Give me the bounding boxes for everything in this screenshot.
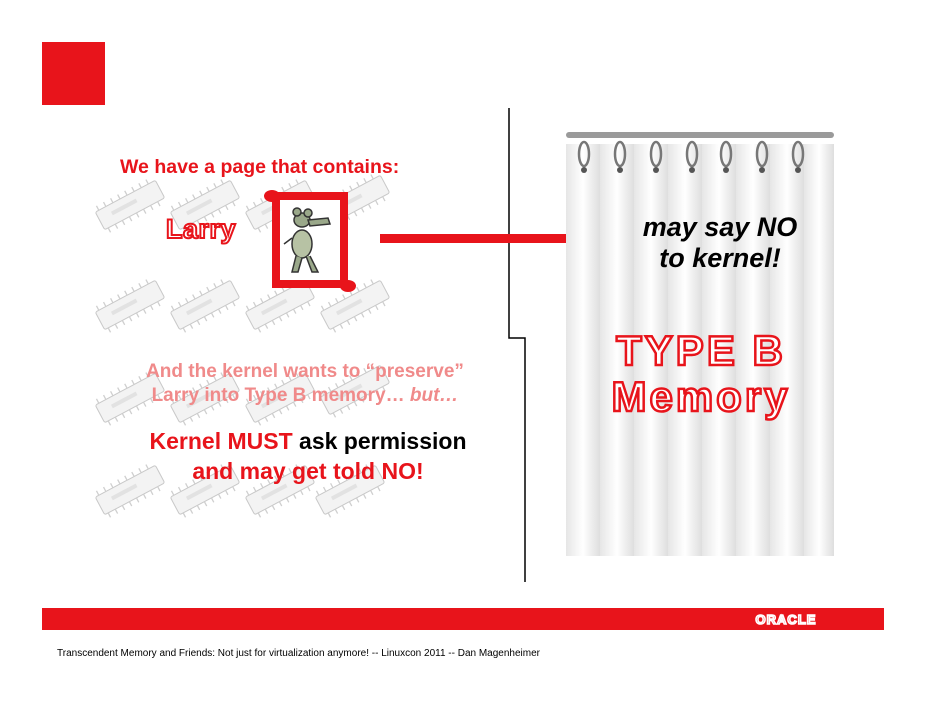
ask-permission-text: ask permission [292,428,467,454]
larry-scroll-icon [262,186,358,296]
preserve-line-2-emphasis: but… [409,385,459,406]
oracle-logo [742,612,830,626]
preserve-line-2-main: Larry into Type B memory… [151,385,410,406]
curtain-line-2: to kernel! [659,243,781,273]
preserve-line-2 [100,384,510,408]
type-b-line-2: Memory [611,373,791,420]
curtain-message [600,212,840,274]
footer-caption: Transcendent Memory and Friends: Not just for virtualization anymore! -- Linuxcon 2011 -- Dan Magenheimer [57,648,540,659]
page-heading: We have a page that contains: [120,156,400,178]
kernel-must-text: Kernel MUST [149,428,293,454]
larry-label: Larry [166,214,237,244]
permission-line-2: and may get told NO! [192,458,424,484]
preserve-line-1: And the kernel wants to “preserve” [146,361,464,382]
curtain-line-1: may say NO [642,212,798,242]
type-b-memory-title [586,328,816,420]
type-b-line-1: TYPE B [616,327,786,374]
oracle-logo-text: ORACLE [755,612,817,626]
permission-line-1 [100,426,516,456]
